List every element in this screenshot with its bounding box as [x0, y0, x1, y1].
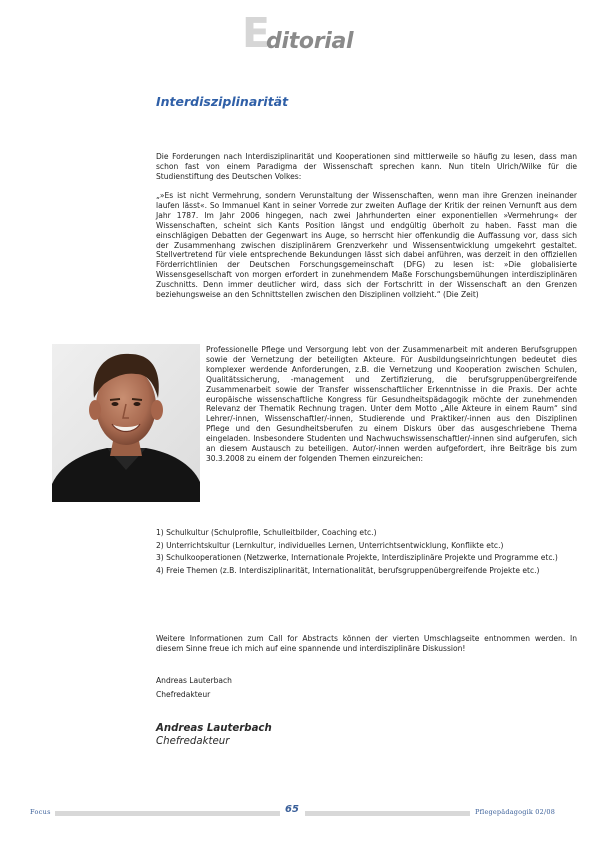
article-title: Interdisziplinarität — [156, 94, 289, 109]
topic-list — [156, 528, 577, 578]
body-paragraph: Professionelle Pflege und Versorgung lebt von der Zusammenarbeit mit anderen Berufsgruppen sowie der Vernetzung der beteiligten Akteure. Für Ausbildungseinrichtungen bedeutet dies komplexer werdende Anforderungen, z.B. die Vernetzung und Kooperation zwischen Schulen, Qualitätssicherung, -management und Zertifizierung, die berufsgruppenübergreifende Zusammenarbeit sowie der Transfer wissenschaftlicher Erkenntnisse in die Praxis. Der achte europäische wissenschaftliche Kongress für Gesundheitspädagogik möchte der zunehmenden Relevanz der Thematik Rechnung tragen. Unter dem Motto „Alle Akteure in einem Raum“ sind Lehrer/-innen, Wissenschaftler/-innen, Studierende und Praktiker/-innen aus den Disziplinen Pflege und den Gesundheitsberufen zu einem Diskurs über das ausgeschriebene Thema eingeladen. Insbesondere Studenten und Nachwuchswissenschaftler/-innen sind aufgerufen, sich an diesem Austausch zu beteiligen. Autor/-innen werden aufgefordert, ihre Beiträge bis zum 30.3.2008 zu einem der folgenden Themen einzureichen: — [206, 345, 577, 463]
signature-name: Andreas Lauterbach — [156, 676, 232, 685]
header-word: ditorial — [266, 29, 354, 54]
author-role: Chefredakteur — [156, 736, 230, 747]
page-number: 65 — [285, 804, 299, 815]
editorial-header — [242, 9, 372, 57]
list-item: 1) Schulkultur (Schulprofile, Schulleitbilder, Coaching etc.) — [156, 528, 377, 537]
closing-paragraph: Weitere Informationen zum Call for Abstracts können der vierten Umschlagseite entnommen werden. In diesem Sinne freue ich mich auf eine spannende und interdisziplinäre Diskussion! — [156, 634, 577, 653]
footer-divider-right — [305, 811, 470, 816]
signature-role: Chefredakteur — [156, 690, 211, 699]
list-item: 3) Schulkooperationen (Netzwerke, Internationale Projekte, Interdisziplinäre Projekte und Programme etc.) — [156, 553, 558, 562]
footer-divider-left — [55, 811, 280, 816]
intro-paragraph: Die Forderungen nach Interdisziplinarität und Kooperationen sind mittlerweile so häufig zu lesen, dass man schon fast von einem Paradigma der Wissenschaft sprechen kann. Nun titeln Ulrich/Wilke für die Studienstiftung des Deutschen Volkes: — [156, 152, 577, 181]
author-photo — [52, 344, 200, 502]
quote-paragraph: „»Es ist nicht Vermehrung, sondern Verunstaltung der Wissenschaften, wenn man ihre Grenzen ineinander laufen lässt«. So Immanuel Kant in seiner Vorrede zur zweiten Auflage der Kritik der reinen Vernunft aus dem Jahr 1787. Im Jahr 2006 hingegen, nach zwei Jahrhunderten einer exponentiellen »Vermehrung« der Wissenschaften, scheint sich Kants Position längst und endgültig überholt zu haben. Fasst man die einschlägigen Debatten der Gegenwart ins Auge, so herrscht hier offenkundig die Auffassung vor, dass sich der Zusammenhang zwischen disziplinärem Grenzverkehr und Wissensentwicklung umgekehrt gestaltet. Stellvertretend für viele entsprechende Bekundungen lässt sich dabei anführen, was derzeit in den offiziellen Förderrichtlinien der Deutschen Forschungsgemeinschaft (DFG) zu lesen ist: »Die globalisierte Wissensgesellschaft von morgen erfordert in zunehmendem Maße Forschungsbemühungen interdisziplinären Zuschnitts. Denn immer deutlicher wird, dass sich der Fortschritt in der Wissenschaft an den Grenzen beziehungsweise an den Schnittstellen zwischen den Disziplinen vollzieht.“ (Die Zeit) — [156, 191, 577, 300]
list-item: 4) Freie Themen (z.B. Interdisziplinarität, Internationalität, berufsgruppenübergreifende Projekte etc.) — [156, 565, 540, 575]
author-name: Andreas Lauterbach — [156, 723, 272, 734]
footer-section-label: Focus — [30, 808, 51, 816]
list-item: 2) Unterrichtskultur (Lernkultur, individuelles Lernen, Unterrichtsentwicklung, Konflikte etc.) — [156, 540, 504, 550]
header-initial: E — [242, 9, 271, 57]
footer-publication: Pflegepädagogik 02/08 — [475, 808, 556, 816]
